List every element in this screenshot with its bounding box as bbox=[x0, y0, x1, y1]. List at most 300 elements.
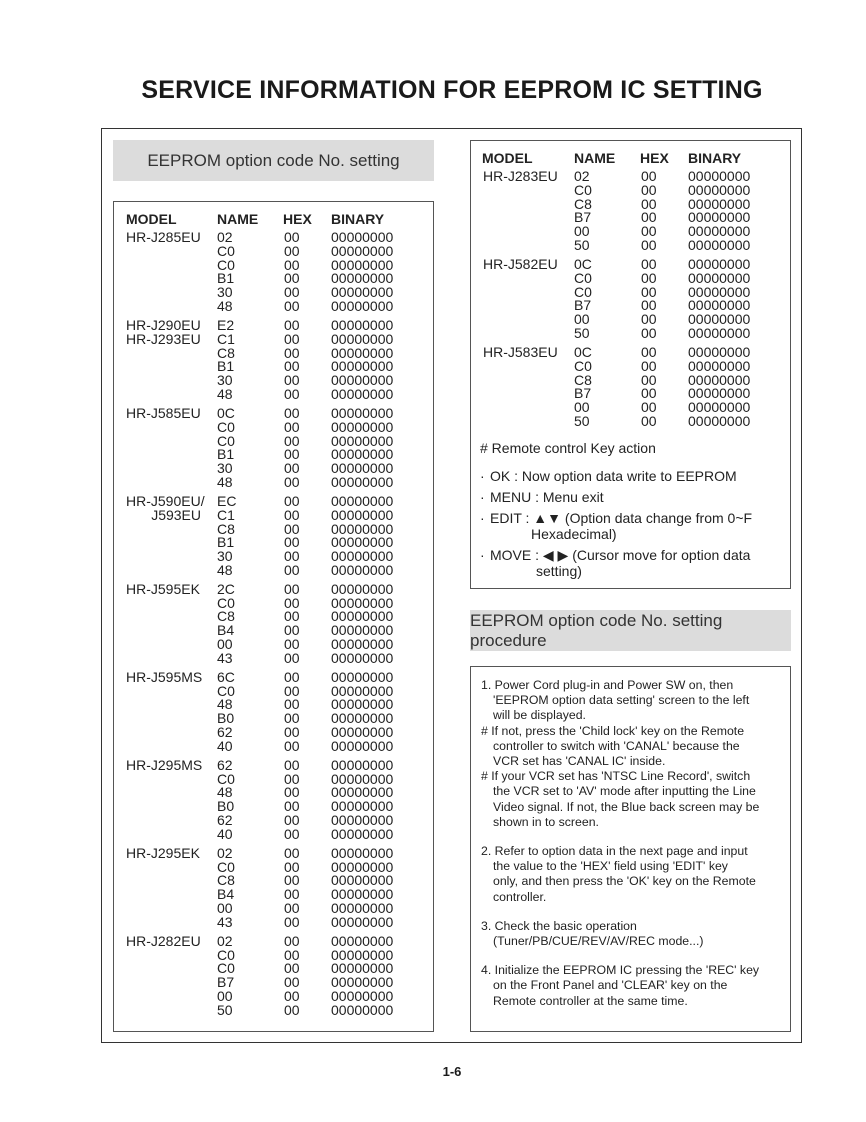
hex-cell: 00 bbox=[641, 311, 657, 328]
name-cell: C0 bbox=[217, 682, 235, 699]
hex-cell: 00 bbox=[641, 223, 657, 240]
procedure-line: 2. Refer to option data in the next page and input bbox=[481, 844, 748, 859]
name-cell: B1 bbox=[217, 534, 235, 551]
hex-cell: 00 bbox=[641, 357, 657, 374]
binary-cell: 00000000 bbox=[331, 899, 394, 916]
bullet-icon: · bbox=[480, 510, 485, 526]
binary-cell: 00000000 bbox=[331, 724, 394, 741]
name-cell: 50 bbox=[217, 1001, 233, 1018]
name-cell: C8 bbox=[217, 520, 235, 537]
table-row bbox=[126, 825, 426, 842]
hex-cell: 00 bbox=[284, 316, 300, 333]
hex-cell: 00 bbox=[284, 682, 300, 699]
name-cell: 48 bbox=[217, 385, 233, 402]
name-cell: C0 bbox=[217, 432, 235, 449]
binary-cell: 00000000 bbox=[688, 412, 751, 429]
remote-key-text: MOVE : ◀ ▶ (Cursor move for option data bbox=[490, 547, 751, 563]
bullet-icon: · bbox=[480, 468, 485, 484]
hex-cell: 00 bbox=[641, 181, 657, 198]
name-cell: 02 bbox=[217, 229, 233, 245]
name-cell: 02 bbox=[217, 932, 233, 949]
name-cell: 02 bbox=[574, 168, 590, 184]
remote-key-text: OK : Now option data write to EEPROM bbox=[490, 468, 737, 484]
binary-cell: 00000000 bbox=[331, 229, 394, 245]
name-cell: 6C bbox=[217, 668, 235, 685]
binary-cell: 00000000 bbox=[331, 913, 394, 930]
hex-cell: 00 bbox=[284, 548, 300, 565]
binary-cell: 00000000 bbox=[331, 825, 394, 842]
binary-cell: 00000000 bbox=[331, 812, 394, 828]
binary-cell: 00000000 bbox=[331, 770, 394, 787]
name-cell: 00 bbox=[574, 223, 590, 240]
binary-cell: 00000000 bbox=[331, 636, 394, 653]
table-row bbox=[126, 1001, 426, 1018]
name-cell: B7 bbox=[574, 297, 592, 314]
binary-cell: 00000000 bbox=[688, 223, 751, 240]
hex-cell: 00 bbox=[284, 404, 300, 421]
procedure-line: Remote controller at the same time. bbox=[493, 993, 688, 1008]
name-cell: 00 bbox=[217, 899, 233, 916]
hex-cell: 00 bbox=[284, 520, 300, 537]
procedure-line: shown in to screen. bbox=[493, 814, 599, 829]
binary-cell: 00000000 bbox=[688, 399, 751, 416]
name-cell: C0 bbox=[217, 418, 235, 435]
hex-cell: 00 bbox=[284, 385, 300, 402]
binary-cell: 00000000 bbox=[331, 460, 394, 477]
procedure-step bbox=[481, 844, 781, 905]
procedure-line: only, and then press the 'OK' key on the Remote bbox=[493, 874, 756, 889]
hex-cell: 00 bbox=[284, 696, 300, 713]
hex-cell: 00 bbox=[284, 756, 300, 773]
hex-cell: 00 bbox=[284, 798, 300, 815]
left-col-name: NAME bbox=[217, 211, 259, 227]
binary-cell: 00000000 bbox=[688, 269, 751, 286]
binary-cell: 00000000 bbox=[688, 255, 751, 272]
left-col-model: MODEL bbox=[126, 211, 177, 227]
name-cell: 0C bbox=[574, 343, 592, 360]
table-row bbox=[126, 385, 426, 402]
binary-cell: 00000000 bbox=[331, 784, 394, 801]
hex-cell: 00 bbox=[284, 960, 300, 977]
hex-cell: 00 bbox=[284, 460, 300, 477]
binary-cell: 00000000 bbox=[331, 358, 394, 375]
right-option-table bbox=[483, 170, 783, 434]
hex-cell: 00 bbox=[284, 636, 300, 653]
remote-key-item bbox=[480, 547, 785, 579]
name-cell: C0 bbox=[217, 946, 235, 963]
name-cell: 2C bbox=[217, 580, 235, 597]
name-cell: 30 bbox=[217, 284, 233, 301]
name-cell: 48 bbox=[217, 784, 233, 801]
name-cell: 62 bbox=[217, 812, 233, 828]
name-cell: C0 bbox=[574, 357, 592, 374]
hex-cell: 00 bbox=[284, 784, 300, 801]
name-cell: C8 bbox=[217, 608, 235, 625]
binary-cell: 00000000 bbox=[331, 872, 394, 889]
hex-cell: 00 bbox=[284, 668, 300, 685]
name-cell: B7 bbox=[217, 974, 235, 991]
model-name: HR-J590EU/ J593EU bbox=[126, 492, 205, 523]
hex-cell: 00 bbox=[641, 324, 657, 341]
bullet-icon: · bbox=[480, 489, 485, 505]
procedure-section-header: EEPROM option code No. setting procedure bbox=[470, 610, 791, 651]
name-cell: C1 bbox=[217, 330, 235, 347]
name-cell: B4 bbox=[217, 886, 235, 903]
model-group bbox=[126, 668, 426, 754]
hex-cell: 00 bbox=[284, 622, 300, 639]
binary-cell: 00000000 bbox=[331, 932, 394, 949]
binary-cell: 00000000 bbox=[331, 432, 394, 449]
procedure-line: 3. Check the basic operation bbox=[481, 918, 637, 933]
model-name: HR-J583EU bbox=[483, 343, 558, 360]
hex-cell: 00 bbox=[284, 492, 300, 509]
binary-cell: 00000000 bbox=[688, 385, 751, 402]
model-name: HR-J595MS bbox=[126, 668, 203, 685]
hex-cell: 00 bbox=[284, 858, 300, 875]
binary-cell: 00000000 bbox=[331, 649, 394, 666]
hex-cell: 00 bbox=[284, 724, 300, 741]
hex-cell: 00 bbox=[284, 506, 300, 523]
right-col-model: MODEL bbox=[482, 150, 533, 166]
model-name: HR-J295MS bbox=[126, 756, 203, 773]
procedure-line: VCR set has 'CANAL IC' inside. bbox=[493, 754, 666, 769]
model-name: HR-J283EU bbox=[483, 168, 558, 184]
model-group bbox=[126, 492, 426, 578]
procedure-step bbox=[481, 919, 781, 949]
binary-cell: 00000000 bbox=[331, 858, 394, 875]
binary-cell: 00000000 bbox=[688, 311, 751, 328]
name-cell: C8 bbox=[217, 872, 235, 889]
model-name: HR-J595EK bbox=[126, 580, 200, 597]
model-group bbox=[126, 932, 426, 1018]
hex-cell: 00 bbox=[641, 195, 657, 212]
hex-cell: 00 bbox=[284, 825, 300, 842]
left-option-table bbox=[126, 231, 426, 1023]
hex-cell: 00 bbox=[284, 256, 300, 273]
table-row bbox=[126, 913, 426, 930]
binary-cell: 00000000 bbox=[331, 344, 394, 361]
binary-cell: 00000000 bbox=[331, 886, 394, 903]
hex-cell: 00 bbox=[284, 270, 300, 287]
hex-cell: 00 bbox=[284, 770, 300, 787]
hex-cell: 00 bbox=[284, 913, 300, 930]
procedure-line: controller to switch with 'CANAL' because the bbox=[493, 738, 740, 753]
procedure-line: controller. bbox=[493, 889, 547, 904]
binary-cell: 00000000 bbox=[331, 385, 394, 402]
name-cell: 48 bbox=[217, 561, 233, 578]
name-cell: C0 bbox=[217, 960, 235, 977]
name-cell: E2 bbox=[217, 316, 235, 333]
name-cell: 0C bbox=[217, 404, 235, 421]
binary-cell: 00000000 bbox=[688, 283, 751, 300]
model-group bbox=[126, 580, 426, 666]
page-number: 1-6 bbox=[442, 1064, 462, 1079]
hex-cell: 00 bbox=[641, 255, 657, 272]
hex-cell: 00 bbox=[641, 412, 657, 429]
hex-cell: 00 bbox=[284, 974, 300, 991]
binary-cell: 00000000 bbox=[331, 987, 394, 1004]
procedure-line: the value to the 'HEX' field using 'EDIT' key bbox=[493, 859, 728, 874]
hex-cell: 00 bbox=[284, 594, 300, 611]
procedure-line: 'EEPROM option data setting' screen to the left bbox=[493, 693, 750, 708]
name-cell: 02 bbox=[217, 844, 233, 861]
name-cell: 50 bbox=[574, 412, 590, 429]
name-cell: C0 bbox=[217, 242, 235, 259]
hex-cell: 00 bbox=[641, 269, 657, 286]
right-col-hex: HEX bbox=[640, 150, 669, 166]
model-group bbox=[483, 255, 783, 341]
hex-cell: 00 bbox=[284, 649, 300, 666]
hex-cell: 00 bbox=[284, 812, 300, 828]
name-cell: C0 bbox=[574, 283, 592, 300]
model-group bbox=[126, 404, 426, 490]
hex-cell: 00 bbox=[641, 371, 657, 388]
name-cell: C8 bbox=[217, 344, 235, 361]
hex-cell: 00 bbox=[284, 284, 300, 301]
binary-cell: 00000000 bbox=[331, 798, 394, 815]
left-col-hex: HEX bbox=[283, 211, 312, 227]
model-group bbox=[126, 231, 426, 314]
binary-cell: 00000000 bbox=[331, 534, 394, 551]
binary-cell: 00000000 bbox=[331, 404, 394, 421]
binary-cell: 00000000 bbox=[331, 946, 394, 963]
name-cell: C0 bbox=[217, 770, 235, 787]
hex-cell: 00 bbox=[284, 872, 300, 889]
name-cell: 00 bbox=[574, 311, 590, 328]
name-cell: C0 bbox=[217, 256, 235, 273]
binary-cell: 00000000 bbox=[331, 696, 394, 713]
remote-key-text: MENU : Menu exit bbox=[490, 489, 604, 505]
name-cell: B1 bbox=[217, 270, 235, 287]
model-group bbox=[126, 316, 426, 402]
name-cell: 40 bbox=[217, 825, 233, 842]
binary-cell: 00000000 bbox=[331, 1001, 394, 1018]
procedure-steps bbox=[481, 678, 781, 1023]
remote-key-text-cont: Hexadecimal) bbox=[531, 526, 617, 542]
binary-cell: 00000000 bbox=[331, 974, 394, 991]
name-cell: B1 bbox=[217, 358, 235, 375]
name-cell: B7 bbox=[574, 209, 592, 226]
table-row bbox=[483, 236, 783, 253]
binary-cell: 00000000 bbox=[331, 608, 394, 625]
table-row bbox=[126, 737, 426, 754]
name-cell: 40 bbox=[217, 737, 233, 754]
name-cell: B1 bbox=[217, 446, 235, 463]
binary-cell: 00000000 bbox=[331, 548, 394, 565]
hex-cell: 00 bbox=[284, 242, 300, 259]
model-group bbox=[126, 756, 426, 842]
hex-cell: 00 bbox=[641, 209, 657, 226]
hex-cell: 00 bbox=[284, 372, 300, 389]
binary-cell: 00000000 bbox=[331, 737, 394, 754]
table-row bbox=[126, 297, 426, 314]
procedure-line: (Tuner/PB/CUE/REV/AV/REC mode...) bbox=[493, 934, 704, 949]
model-name: HR-J282EU bbox=[126, 932, 201, 949]
binary-cell: 00000000 bbox=[331, 418, 394, 435]
binary-cell: 00000000 bbox=[688, 371, 751, 388]
binary-cell: 00000000 bbox=[331, 594, 394, 611]
hex-cell: 00 bbox=[284, 344, 300, 361]
hex-cell: 00 bbox=[284, 418, 300, 435]
binary-cell: 00000000 bbox=[331, 844, 394, 861]
remote-key-item bbox=[480, 510, 785, 542]
model-group bbox=[483, 343, 783, 429]
procedure-line: # If your VCR set has 'NTSC Line Record', switch bbox=[481, 769, 751, 784]
hex-cell: 00 bbox=[641, 283, 657, 300]
model-group bbox=[126, 844, 426, 930]
name-cell: B0 bbox=[217, 798, 235, 815]
binary-cell: 00000000 bbox=[331, 330, 394, 347]
hex-cell: 00 bbox=[284, 1001, 300, 1018]
name-cell: 30 bbox=[217, 460, 233, 477]
bullet-icon: · bbox=[480, 547, 485, 563]
name-cell: 00 bbox=[217, 636, 233, 653]
table-row bbox=[126, 561, 426, 578]
hex-cell: 00 bbox=[284, 561, 300, 578]
table-row bbox=[483, 324, 783, 341]
binary-cell: 00000000 bbox=[331, 446, 394, 463]
model-name: HR-J582EU bbox=[483, 255, 558, 272]
name-cell: 00 bbox=[217, 987, 233, 1004]
hex-cell: 00 bbox=[284, 473, 300, 490]
procedure-step bbox=[481, 678, 781, 830]
binary-cell: 00000000 bbox=[688, 236, 751, 253]
name-cell: 0C bbox=[574, 255, 592, 272]
binary-cell: 00000000 bbox=[331, 710, 394, 727]
name-cell: B4 bbox=[217, 622, 235, 639]
name-cell: C0 bbox=[217, 858, 235, 875]
hex-cell: 00 bbox=[284, 987, 300, 1004]
hex-cell: 00 bbox=[284, 737, 300, 754]
name-cell: 62 bbox=[217, 756, 233, 773]
name-cell: B7 bbox=[574, 385, 592, 402]
model-name: HR-J585EU bbox=[126, 404, 201, 421]
name-cell: 48 bbox=[217, 473, 233, 490]
hex-cell: 00 bbox=[284, 932, 300, 949]
name-cell: C0 bbox=[574, 181, 592, 198]
binary-cell: 00000000 bbox=[688, 343, 751, 360]
binary-cell: 00000000 bbox=[331, 756, 394, 773]
hex-cell: 00 bbox=[284, 358, 300, 375]
hex-cell: 00 bbox=[284, 580, 300, 597]
hex-cell: 00 bbox=[284, 946, 300, 963]
name-cell: 43 bbox=[217, 649, 233, 666]
name-cell: 62 bbox=[217, 724, 233, 741]
table-row bbox=[483, 412, 783, 429]
hex-cell: 00 bbox=[284, 432, 300, 449]
binary-cell: 00000000 bbox=[331, 316, 394, 333]
hex-cell: 00 bbox=[641, 236, 657, 253]
hex-cell: 00 bbox=[284, 534, 300, 551]
binary-cell: 00000000 bbox=[331, 297, 394, 314]
left-col-binary: BINARY bbox=[331, 211, 385, 227]
hex-cell: 00 bbox=[284, 229, 300, 245]
name-cell: 50 bbox=[574, 236, 590, 253]
procedure-step bbox=[481, 963, 781, 1009]
binary-cell: 00000000 bbox=[331, 506, 394, 523]
hex-cell: 00 bbox=[284, 844, 300, 861]
name-cell: EC bbox=[217, 492, 237, 509]
remote-key-item bbox=[480, 468, 785, 484]
name-cell: 43 bbox=[217, 913, 233, 930]
binary-cell: 00000000 bbox=[331, 284, 394, 301]
table-row bbox=[126, 473, 426, 490]
table-row bbox=[126, 649, 426, 666]
hex-cell: 00 bbox=[284, 899, 300, 916]
hex-cell: 00 bbox=[641, 343, 657, 360]
binary-cell: 00000000 bbox=[331, 580, 394, 597]
binary-cell: 00000000 bbox=[331, 960, 394, 977]
binary-cell: 00000000 bbox=[331, 682, 394, 699]
binary-cell: 00000000 bbox=[331, 473, 394, 490]
name-cell: C8 bbox=[574, 195, 592, 212]
name-cell: 00 bbox=[574, 399, 590, 416]
model-name: HR-J285EU bbox=[126, 229, 201, 245]
remote-key-actions bbox=[480, 440, 785, 584]
procedure-line: 1. Power Cord plug-in and Power SW on, then bbox=[481, 678, 734, 692]
hex-cell: 00 bbox=[284, 446, 300, 463]
binary-cell: 00000000 bbox=[331, 372, 394, 389]
binary-cell: 00000000 bbox=[688, 209, 751, 226]
binary-cell: 00000000 bbox=[331, 622, 394, 639]
binary-cell: 00000000 bbox=[688, 324, 751, 341]
name-cell: B0 bbox=[217, 710, 235, 727]
remote-key-text-cont: setting) bbox=[536, 563, 582, 579]
name-cell: C1 bbox=[217, 506, 235, 523]
procedure-line: on the Front Panel and 'CLEAR' key on the bbox=[493, 978, 728, 993]
binary-cell: 00000000 bbox=[331, 242, 394, 259]
binary-cell: 00000000 bbox=[331, 270, 394, 287]
remote-key-item bbox=[480, 489, 785, 505]
procedure-line: Video signal. If not, the Blue back screen may be bbox=[493, 799, 760, 814]
page-title: SERVICE INFORMATION FOR EEPROM IC SETTING bbox=[141, 76, 763, 104]
hex-cell: 00 bbox=[284, 886, 300, 903]
hex-cell: 00 bbox=[284, 297, 300, 314]
hex-cell: 00 bbox=[284, 710, 300, 727]
model-group bbox=[483, 170, 783, 253]
binary-cell: 00000000 bbox=[331, 520, 394, 537]
right-col-name: NAME bbox=[574, 150, 616, 166]
binary-cell: 00000000 bbox=[688, 357, 751, 374]
binary-cell: 00000000 bbox=[331, 561, 394, 578]
procedure-line: will be displayed. bbox=[493, 708, 586, 723]
hex-cell: 00 bbox=[641, 399, 657, 416]
binary-cell: 00000000 bbox=[688, 195, 751, 212]
remote-title: # Remote control Key action bbox=[480, 440, 656, 456]
name-cell: C0 bbox=[574, 269, 592, 286]
name-cell: 30 bbox=[217, 548, 233, 565]
hex-cell: 00 bbox=[641, 385, 657, 402]
hex-cell: 00 bbox=[284, 608, 300, 625]
name-cell: 50 bbox=[574, 324, 590, 341]
model-name: HR-J290EU HR-J293EU bbox=[126, 316, 201, 347]
hex-cell: 00 bbox=[284, 330, 300, 347]
name-cell: C8 bbox=[574, 371, 592, 388]
right-col-binary: BINARY bbox=[688, 150, 742, 166]
binary-cell: 00000000 bbox=[688, 168, 751, 184]
name-cell: 48 bbox=[217, 297, 233, 314]
name-cell: 30 bbox=[217, 372, 233, 389]
hex-cell: 00 bbox=[641, 168, 657, 184]
binary-cell: 00000000 bbox=[331, 256, 394, 273]
model-name: HR-J295EK bbox=[126, 844, 200, 861]
name-cell: 48 bbox=[217, 696, 233, 713]
binary-cell: 00000000 bbox=[331, 492, 394, 509]
hex-cell: 00 bbox=[641, 297, 657, 314]
binary-cell: 00000000 bbox=[331, 668, 394, 685]
remote-key-text: EDIT : ▲▼ (Option data change from 0~F bbox=[490, 510, 753, 526]
procedure-line: 4. Initialize the EEPROM IC pressing the 'REC' key bbox=[481, 963, 760, 978]
